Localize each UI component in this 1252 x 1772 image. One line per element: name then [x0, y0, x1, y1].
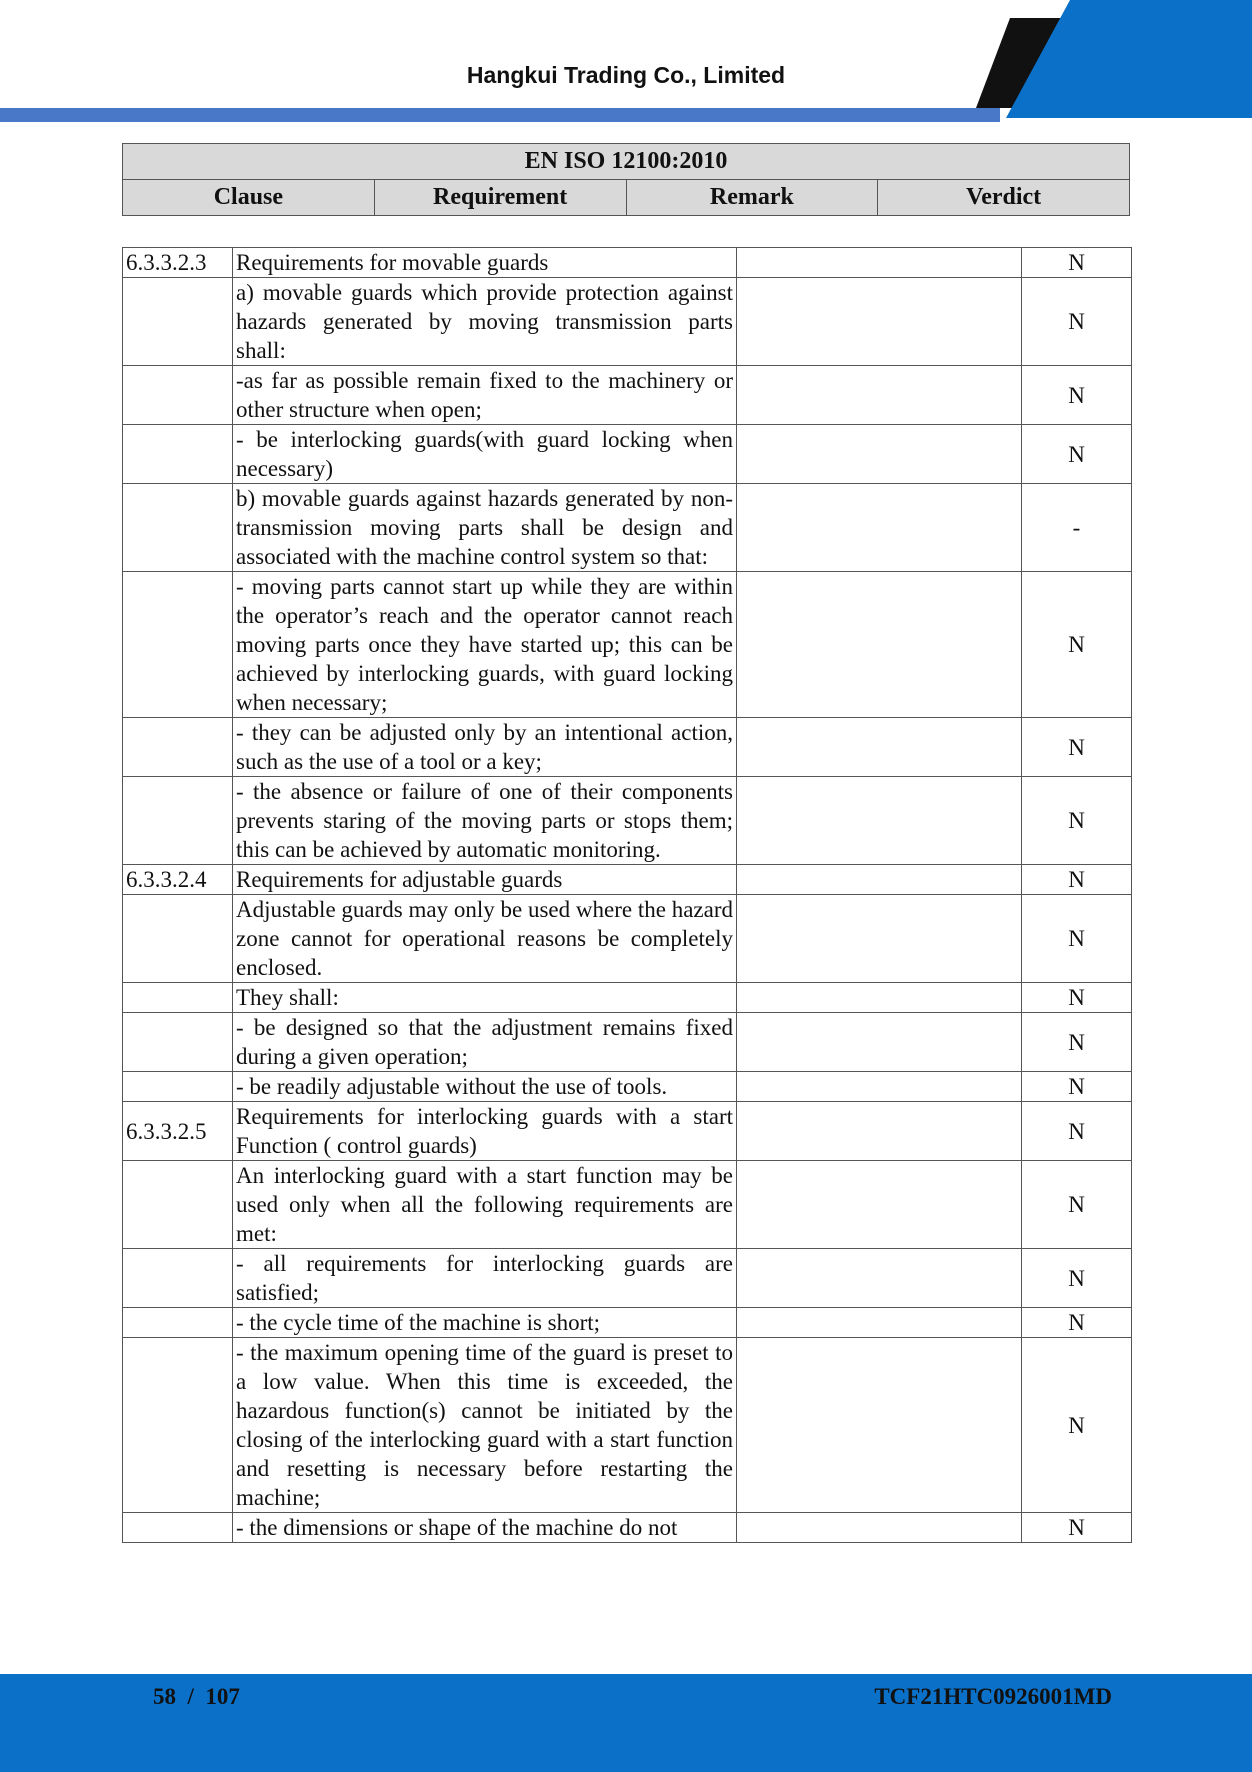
requirement-cell: - they can be adjusted only by an intentional action, such as the use of a tool or a key; [233, 718, 737, 777]
remark-cell [737, 777, 1022, 865]
verdict-cell: N [1022, 1308, 1132, 1338]
table-row [123, 1102, 1132, 1161]
verdict-cell: N [1022, 895, 1132, 983]
clause-cell [123, 1072, 233, 1102]
remark-cell [737, 1102, 1022, 1161]
remark-cell [737, 1338, 1022, 1513]
table-row [123, 1072, 1132, 1102]
column-clause: Clause [123, 180, 375, 216]
remark-cell [737, 1308, 1022, 1338]
remark-cell [737, 278, 1022, 366]
requirement-cell: - be readily adjustable without the use of tools. [233, 1072, 737, 1102]
header-corner-blue [1006, 0, 1252, 118]
clause-cell [123, 1013, 233, 1072]
requirement-cell: An interlocking guard with a start function may be used only when all the following requirements are met: [233, 1161, 737, 1249]
table-row [123, 718, 1132, 777]
clause-cell [123, 718, 233, 777]
table-row [123, 1249, 1132, 1308]
table-row [123, 572, 1132, 718]
remark-cell [737, 865, 1022, 895]
clause-cell: 6.3.3.2.3 [123, 248, 233, 278]
requirements-table-body [123, 248, 1132, 1543]
requirement-cell: - moving parts cannot start up while they are within the operator’s reach and the operator cannot reach moving parts once they have started up; this can be achieved by interlocking guards, with guard locking when necessary; [233, 572, 737, 718]
standard-title: EN ISO 12100:2010 [123, 144, 1130, 180]
table-row [123, 983, 1132, 1013]
table-row [123, 1161, 1132, 1249]
table-row [123, 865, 1132, 895]
table-row [123, 777, 1132, 865]
requirement-cell: - all requirements for interlocking guards are satisfied; [233, 1249, 737, 1308]
remark-cell [737, 895, 1022, 983]
verdict-cell: N [1022, 572, 1132, 718]
requirement-cell: Adjustable guards may only be used where the hazard zone cannot for operational reasons be completely enclosed. [233, 895, 737, 983]
table-row [123, 278, 1132, 366]
requirement-cell: - the dimensions or shape of the machine do not [233, 1513, 737, 1543]
remark-cell [737, 1249, 1022, 1308]
clause-cell [123, 572, 233, 718]
requirement-cell: - the maximum opening time of the guard is preset to a low value. When this time is exceeded, the hazardous function(s) cannot be initiated by the closing of the interlocking guard with a start function and resetting is necessary before restarting the machine; [233, 1338, 737, 1513]
requirement-cell: - the absence or failure of one of their components prevents staring of the moving parts or stops them; this can be achieved by automatic monitoring. [233, 777, 737, 865]
table-row [123, 248, 1132, 278]
clause-cell [123, 278, 233, 366]
verdict-cell: N [1022, 1072, 1132, 1102]
table-row [123, 1513, 1132, 1543]
verdict-cell: N [1022, 865, 1132, 895]
verdict-cell: N [1022, 366, 1132, 425]
clause-cell [123, 366, 233, 425]
clause-cell [123, 1161, 233, 1249]
verdict-cell: N [1022, 1102, 1132, 1161]
clause-cell [123, 425, 233, 484]
verdict-cell: N [1022, 1513, 1132, 1543]
requirement-cell: Requirements for adjustable guards [233, 865, 737, 895]
remark-cell [737, 983, 1022, 1013]
remark-cell [737, 572, 1022, 718]
verdict-cell: N [1022, 718, 1132, 777]
table-row [123, 895, 1132, 983]
page-number: 58 / 107 [153, 1684, 240, 1709]
verdict-cell: N [1022, 278, 1132, 366]
verdict-cell: N [1022, 1338, 1132, 1513]
clause-cell [123, 1249, 233, 1308]
table-row [123, 1013, 1132, 1072]
requirement-cell: - the cycle time of the machine is short; [233, 1308, 737, 1338]
clause-cell [123, 1308, 233, 1338]
remark-cell [737, 1513, 1022, 1543]
remark-cell [737, 366, 1022, 425]
clause-cell [123, 983, 233, 1013]
table-header [122, 143, 1130, 216]
requirement-cell: b) movable guards against hazards generated by non-transmission moving parts shall be design and associated with the machine control system so that: [233, 484, 737, 572]
table-row [123, 1308, 1132, 1338]
requirement-cell: a) movable guards which provide protection against hazards generated by moving transmission parts shall: [233, 278, 737, 366]
verdict-cell: N [1022, 1161, 1132, 1249]
remark-cell [737, 718, 1022, 777]
verdict-cell: N [1022, 1249, 1132, 1308]
requirement-cell: - be designed so that the adjustment remains fixed during a given operation; [233, 1013, 737, 1072]
column-requirement: Requirement [374, 180, 626, 216]
table-row [123, 484, 1132, 572]
remark-cell [737, 425, 1022, 484]
clause-cell: 6.3.3.2.4 [123, 865, 233, 895]
remark-cell [737, 248, 1022, 278]
clause-cell [123, 1338, 233, 1513]
remark-cell [737, 1072, 1022, 1102]
document-code: TCF21HTC0926001MD [874, 1684, 1112, 1709]
clause-cell [123, 895, 233, 983]
column-remark: Remark [626, 180, 878, 216]
clause-cell [123, 777, 233, 865]
verdict-cell: N [1022, 777, 1132, 865]
table-row [123, 366, 1132, 425]
remark-cell [737, 1013, 1022, 1072]
verdict-cell: N [1022, 983, 1132, 1013]
requirement-cell: -as far as possible remain fixed to the machinery or other structure when open; [233, 366, 737, 425]
clause-cell [123, 484, 233, 572]
company-name: Hangkui Trading Co., Limited [466, 62, 786, 88]
requirement-cell: Requirements for interlocking guards with a start Function ( control guards) [233, 1102, 737, 1161]
remark-cell [737, 484, 1022, 572]
requirement-cell: - be interlocking guards(with guard locking when necessary) [233, 425, 737, 484]
verdict-cell: N [1022, 248, 1132, 278]
clause-cell: 6.3.3.2.5 [123, 1102, 233, 1161]
requirements-table [122, 247, 1132, 1543]
requirement-cell: Requirements for movable guards [233, 248, 737, 278]
verdict-cell: N [1022, 425, 1132, 484]
clause-cell [123, 1513, 233, 1543]
column-verdict: Verdict [878, 180, 1130, 216]
verdict-cell: N [1022, 1013, 1132, 1072]
table-row [123, 1338, 1132, 1513]
table-row [123, 425, 1132, 484]
remark-cell [737, 1161, 1022, 1249]
verdict-cell: - [1022, 484, 1132, 572]
requirement-cell: They shall: [233, 983, 737, 1013]
